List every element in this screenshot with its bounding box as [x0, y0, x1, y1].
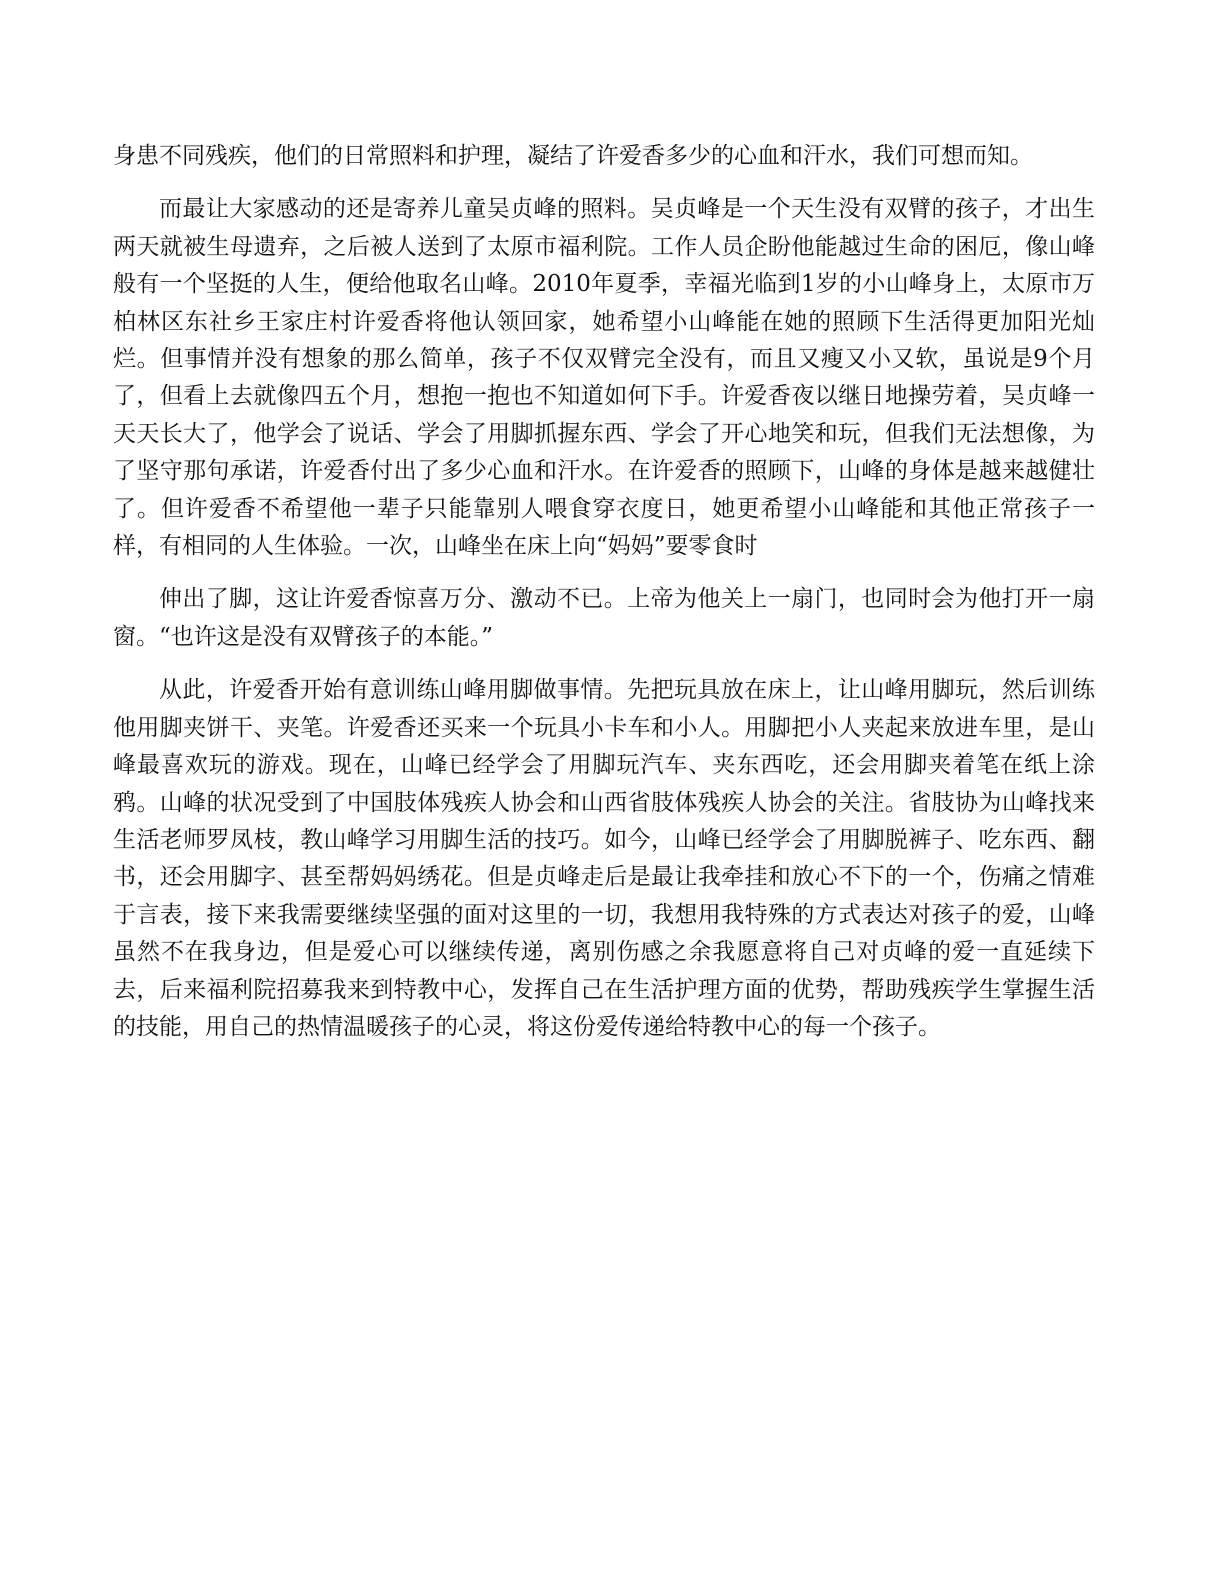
paragraph-stretched-foot: 伸出了脚，这让许爱香惊喜万分、激动不已。上帝为他关上一扇门，也同时会为他打开一扇窗。“也许这是没有双臂孩子的本能。” — [113, 586, 1095, 650]
paragraph-continuation: 身患不同残疾，他们的日常照料和护理，凝结了许爱香多少的心血和汗水，我们可想而知。 — [113, 143, 1033, 169]
document-page — [113, 138, 1095, 1046]
paragraph-wu-zhenfeng-care: 而最让大家感动的还是寄养儿童吴贞峰的照料。吴贞峰是一个天生没有双臂的孩子，才出生两天就被生母遗弃，之后被人送到了太原市福利院。工作人员企盼他能越过生命的困厄，像山峰般有一个坚挺的人生，便给他取名山峰。2010年夏季，幸福光临到1岁的小山峰身上，太原市万柏林区东社乡王家庄村许爱香将他认领回家，她希望小山峰能在她的照顾下生活得更加阳光灿烂。但事情并没有想象的那么简单，孩子不仅双臂完全没有，而且又瘦又小又软，虽说是9个月了，但看上去就像四五个月，想抱一抱也不知道如何下手。许爱香夜以继日地操劳着，吴贞峰一天天长大了，他学会了说话、学会了用脚抓握东西、学会了开心地笑和玩，但我们无法想像，为了坚守那句承诺，许爱香付出了多少心血和汗水。在许爱香的照顾下，山峰的身体是越来越健壮了。但许爱香不希望他一辈子只能靠别人喂食穿衣度日，她更希望小山峰能和其他正常孩子一样，有相同的人生体验。一次，山峰坐在床上向“妈妈”要零食时 — [113, 196, 1095, 560]
paragraph-foot-training: 从此，许爱香开始有意训练山峰用脚做事情。先把玩具放在床上，让山峰用脚玩，然后训练他用脚夹饼干、夹笔。许爱香还买来一个玩具小卡车和小人。用脚把小人夹起来放进车里，是山峰最喜欢玩的游戏。现在，山峰已经学会了用脚玩汽车、夹东西吃，还会用脚夹着笔在纸上涂鸦。山峰的状况受到了中国肢体残疾人协会和山西省肢体残疾人协会的关注。省肢协为山峰找来生活老师罗凤枝，教山峰学习用脚生活的技巧。如今，山峰已经学会了用脚脱裤子、吃东西、翻书，还会用脚字、甚至帮妈妈绣花。但是贞峰走后是最让我牵挂和放心不下的一个，伤痛之情难于言表，接下来我需要继续坚强的面对这里的一切，我想用我特殊的方式表达对孩子的爱，山峰虽然不在我身边，但是爱心可以继续传递，离别伤感之余我愿意将自己对贞峰的爱一直延续下去，后来福利院招募我来到特教中心，发挥自己在生活护理方面的优势，帮助残疾学生掌握生活的技能，用自己的热情温暖孩子的心灵，将这份爱传递给特教中心的每一个孩子。 — [113, 677, 1095, 1040]
